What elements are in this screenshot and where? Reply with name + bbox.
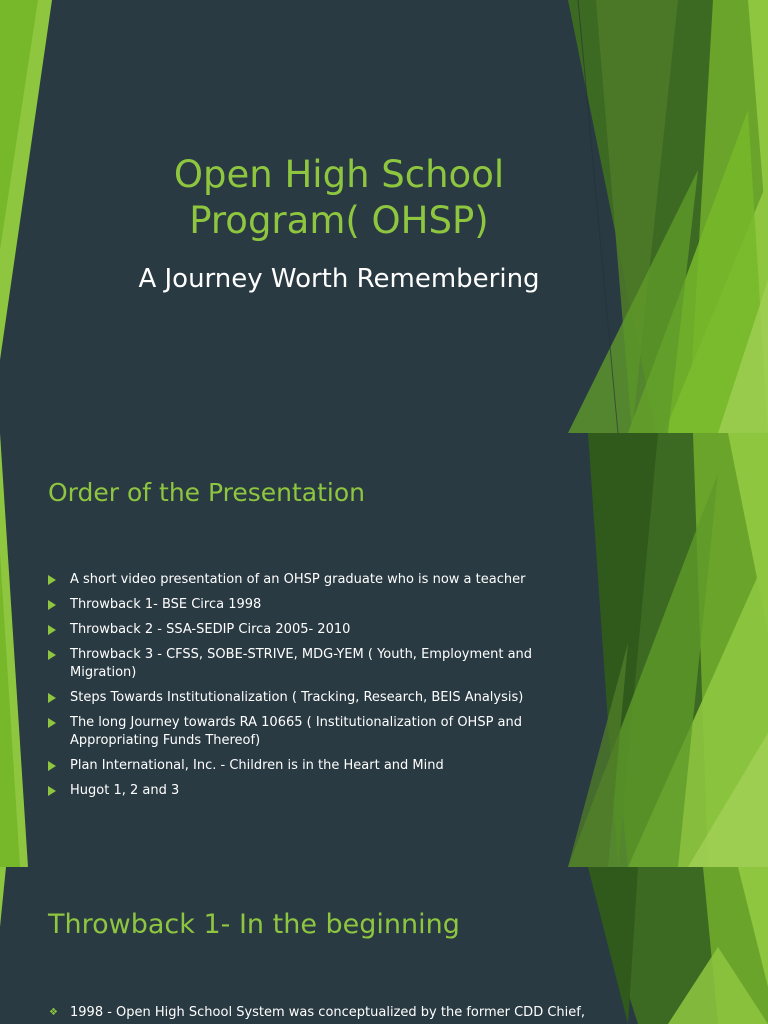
list-item: Steps Towards Institutionalization ( Tracking, Research, BEIS Analysis) [48,689,538,707]
throwback-slide [0,867,768,1024]
right-green-shapes [568,433,768,867]
triangle-bullet-icon [48,625,56,635]
triangle-bullet-icon [48,761,56,771]
list-item: Throwback 3 - CFSS, SOBE-STRIVE, MDG-YEM ( Youth, Employment and Migration) [48,646,538,682]
right-green-shapes [568,867,768,1024]
title-line-1: Open High School [173,153,505,196]
list-item: Throwback 1- BSE Circa 1998 [48,596,538,614]
triangle-bullet-icon [48,718,56,728]
slide-subtitle: A Journey Worth Remembering [138,264,540,294]
title-slide [0,0,768,433]
title-line-2: Program( OHSP) [189,199,489,242]
agenda-list [48,571,538,807]
list-item: The long Journey towards RA 10665 ( Institutionalization of OHSP and Appropriating Funds Thereof) [48,714,538,750]
right-green-shapes [568,0,768,433]
list-item: ❖ 1998 - Open High School System was conceptualized by the former CDD Chief, [49,1005,585,1020]
throwback-list [48,1004,608,1024]
left-green-shape [0,867,60,1024]
triangle-bullet-icon [48,650,56,660]
slide-heading: Order of the Presentation [48,478,366,507]
list-item: Throwback 2 - SSA-SEDIP Circa 2005- 2010 [48,621,538,639]
order-slide [0,433,768,867]
list-item: A short video presentation of an OHSP graduate who is now a teacher [48,571,538,589]
triangle-bullet-icon [48,600,56,610]
diamond-bullet-icon: ❖ [49,1007,58,1018]
list-item: Hugot 1, 2 and 3 [48,782,538,800]
slide-title [100,152,578,244]
triangle-bullet-icon [48,575,56,585]
triangle-bullet-icon [48,693,56,703]
triangle-bullet-icon [48,786,56,796]
left-green-shape [0,0,60,433]
slide-heading: Throwback 1- In the beginning [48,909,460,940]
list-item: Plan International, Inc. - Children is in the Heart and Mind [48,757,538,775]
